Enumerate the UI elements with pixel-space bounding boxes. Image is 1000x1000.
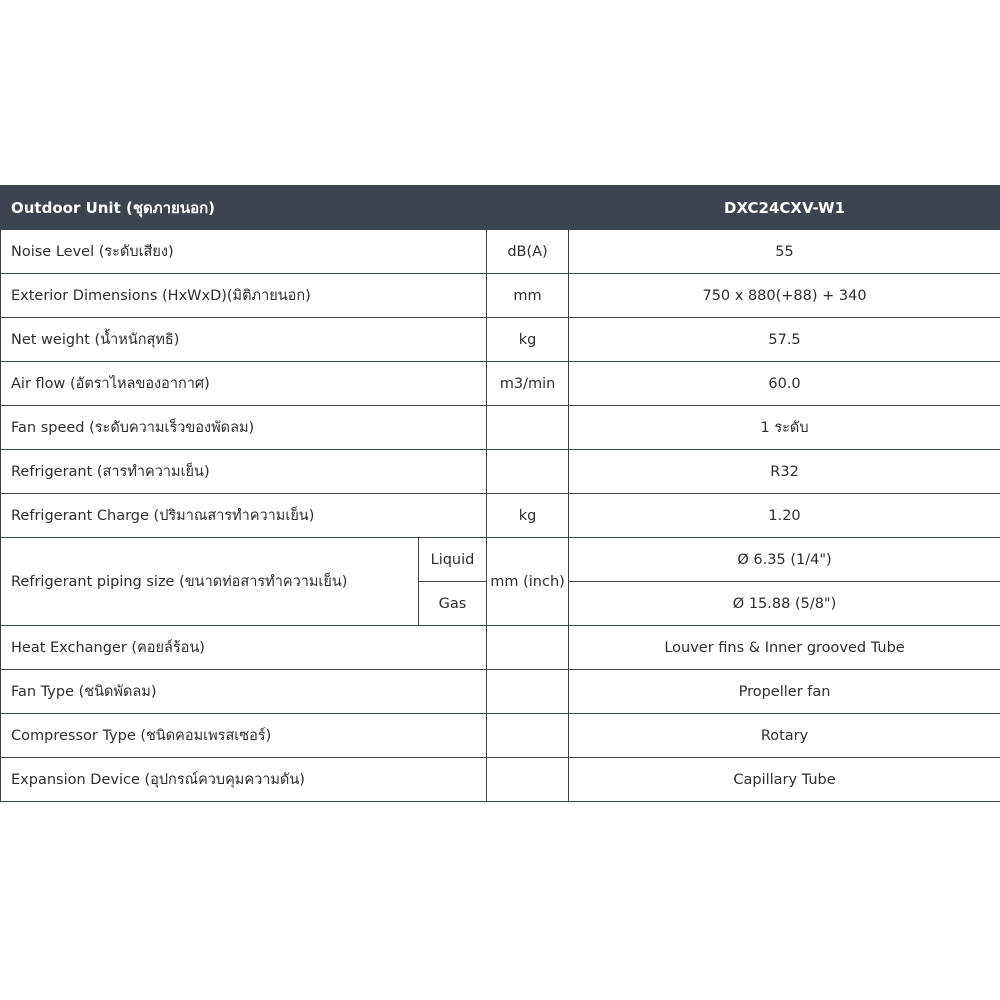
row-unit (487, 626, 569, 670)
piping-label: Refrigerant piping size (ขนาดท่อสารทำความเย็น) (1, 538, 419, 626)
table-row (1, 670, 1000, 714)
piping-value-gas: Ø 15.88 (5/8") (569, 582, 1000, 626)
row-unit: kg (487, 494, 569, 538)
table-row (1, 714, 1000, 758)
row-unit: mm (487, 274, 569, 318)
row-value: 1 ระดับ (569, 406, 1000, 450)
row-unit (487, 406, 569, 450)
piping-value-liquid: Ø 6.35 (1/4") (569, 538, 1000, 582)
row-value: 60.0 (569, 362, 1000, 406)
row-label: Refrigerant Charge (ปริมาณสารทำความเย็น) (1, 494, 487, 538)
row-unit (487, 450, 569, 494)
row-value: 57.5 (569, 318, 1000, 362)
row-value: 55 (569, 230, 1000, 274)
row-unit (487, 670, 569, 714)
row-value: Capillary Tube (569, 758, 1000, 802)
row-value: 750 x 880(+88) + 340 (569, 274, 1000, 318)
table-row (1, 274, 1000, 318)
row-label: Air flow (อัตราไหลของอากาศ) (1, 362, 487, 406)
row-label: Fan speed (ระดับความเร็วของพัดลม) (1, 406, 487, 450)
piping-unit: mm (inch) (487, 538, 569, 626)
piping-sub-liquid: Liquid (419, 538, 487, 582)
row-label: Net weight (น้ำหนักสุทธิ) (1, 318, 487, 362)
table-row (1, 626, 1000, 670)
row-value: Propeller fan (569, 670, 1000, 714)
row-value: 1.20 (569, 494, 1000, 538)
piping-sub-gas: Gas (419, 582, 487, 626)
table-row (1, 450, 1000, 494)
row-label: Noise Level (ระดับเสียง) (1, 230, 487, 274)
table-row (1, 318, 1000, 362)
table-row-piping-liquid (1, 538, 1000, 582)
table-row (1, 494, 1000, 538)
outdoor-unit-spec-table (0, 185, 1000, 802)
table-row (1, 758, 1000, 802)
row-value: Rotary (569, 714, 1000, 758)
row-unit: m3/min (487, 362, 569, 406)
row-value: R32 (569, 450, 1000, 494)
row-unit (487, 758, 569, 802)
row-label: Heat Exchanger (คอยล์ร้อน) (1, 626, 487, 670)
table-row (1, 406, 1000, 450)
row-unit (487, 714, 569, 758)
table-row (1, 230, 1000, 274)
row-value: Louver fins & Inner grooved Tube (569, 626, 1000, 670)
row-label: Compressor Type (ชนิดคอมเพรสเซอร์) (1, 714, 487, 758)
row-unit: kg (487, 318, 569, 362)
header-model-label: DXC24CXV-W1 (569, 186, 1000, 230)
header-outdoor-unit-label: Outdoor Unit (ชุดภายนอก) (1, 186, 569, 230)
row-label: Expansion Device (อุปกรณ์ควบคุมความดัน) (1, 758, 487, 802)
table-header-row (1, 186, 1000, 230)
row-label: Exterior Dimensions (HxWxD)(มิติภายนอก) (1, 274, 487, 318)
row-label: Fan Type (ชนิดพัดลม) (1, 670, 487, 714)
row-label: Refrigerant (สารทำความเย็น) (1, 450, 487, 494)
row-unit: dB(A) (487, 230, 569, 274)
table-row (1, 362, 1000, 406)
